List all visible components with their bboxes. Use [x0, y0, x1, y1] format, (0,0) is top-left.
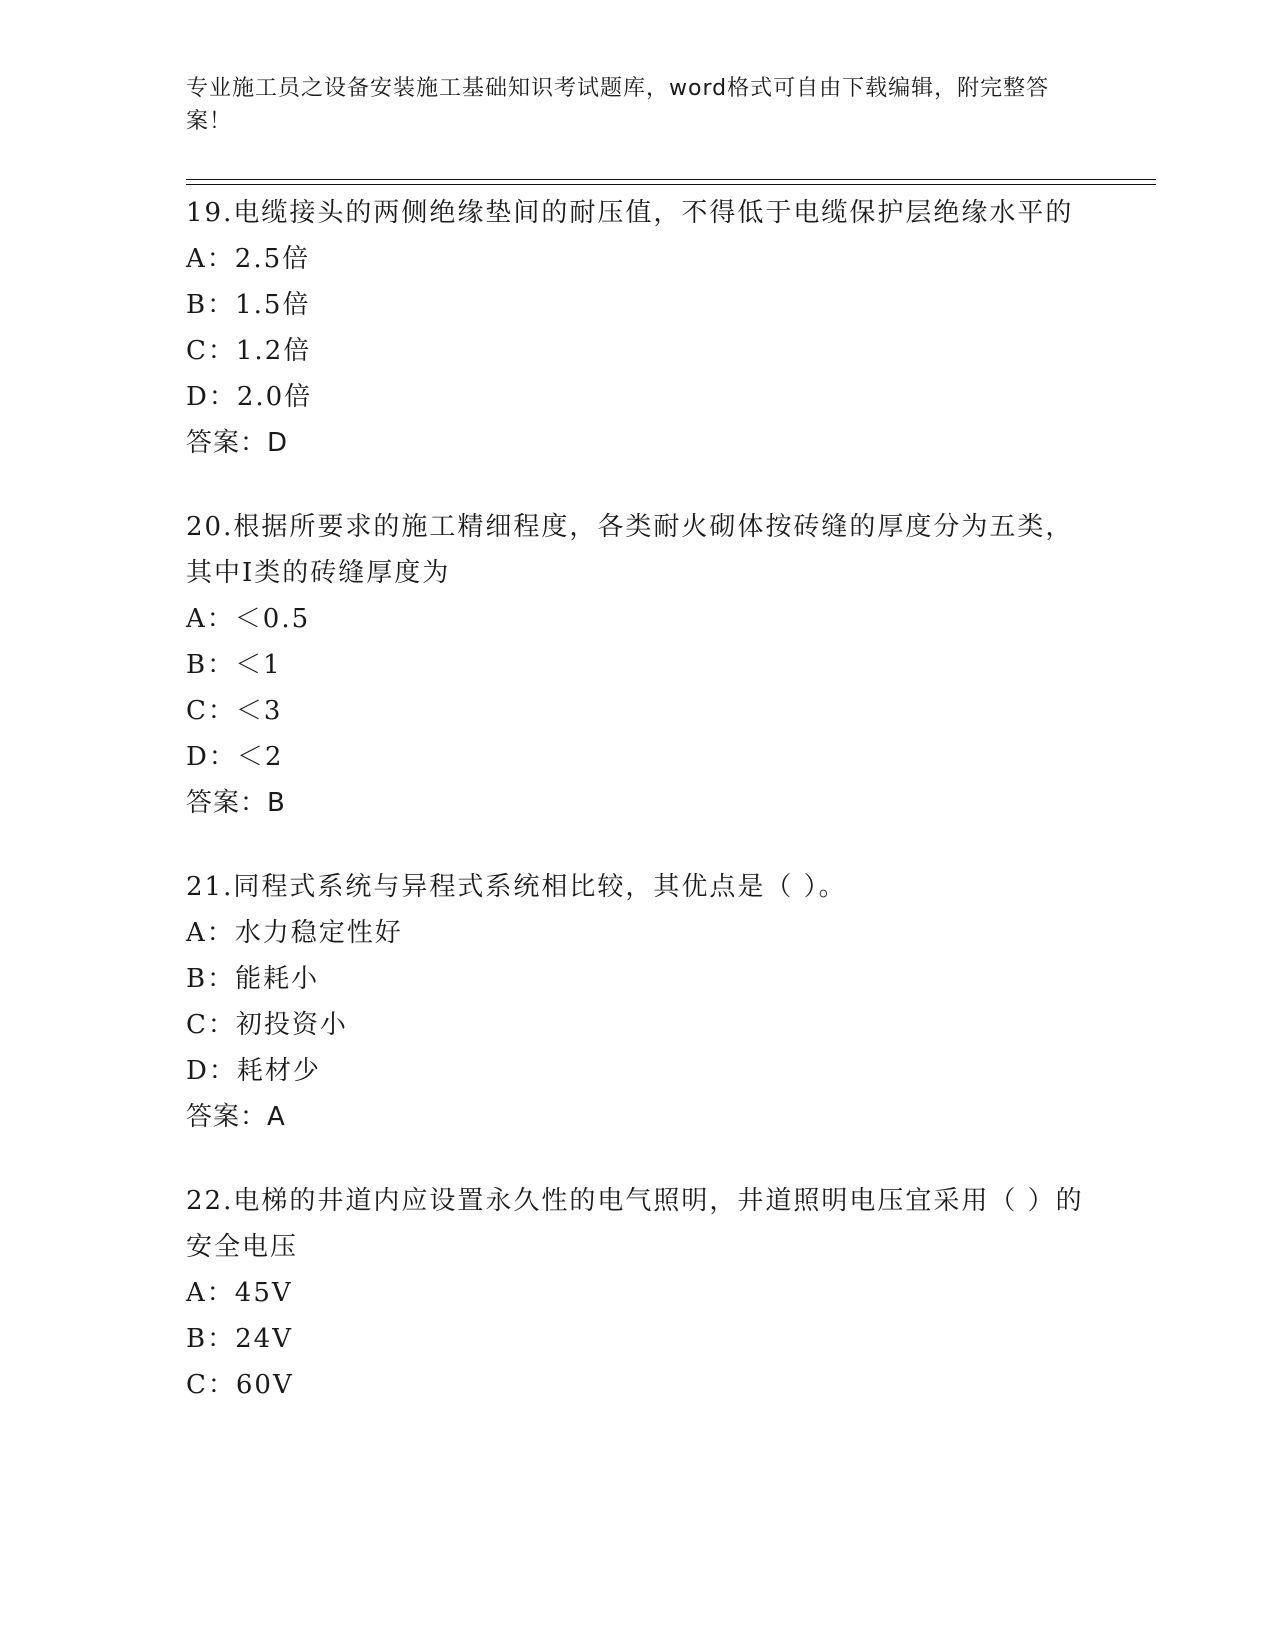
option-d: D：＜2: [186, 742, 284, 772]
question-list: [186, 190, 1086, 1446]
option-c: C：1.2倍: [186, 336, 312, 366]
option-c: C：初投资小: [186, 1010, 348, 1040]
question-text: 20.根据所要求的施工精细程度，各类耐火砌体按砖缝的厚度分为五类，其中I类的砖缝厚度为: [186, 512, 1074, 588]
question-19: [186, 190, 1086, 466]
answer-line: 答案：D: [186, 428, 289, 458]
question-21: [186, 864, 1086, 1140]
question-text: 21.同程式系统与异程式系统相比较，其优点是（ ）。: [186, 872, 847, 902]
header-divider-top: [186, 179, 1156, 180]
option-a: A：45V: [186, 1278, 293, 1308]
document-header: 专业施工员之设备安装施工基础知识考试题库，word格式可自由下载编辑，附完整答案！: [186, 76, 1050, 134]
option-a: A：＜0.5: [186, 604, 311, 634]
question-20: [186, 504, 1086, 826]
option-b: B：能耗小: [186, 964, 320, 994]
question-22: [186, 1178, 1086, 1408]
option-b: B：24V: [186, 1324, 293, 1354]
answer-line: 答案：B: [186, 788, 286, 818]
option-b: B：1.5倍: [186, 290, 311, 320]
answer-line: 答案：A: [186, 1102, 286, 1132]
option-d: D：耗材少: [186, 1056, 321, 1086]
question-text: 22.电梯的井道内应设置永久性的电气照明，井道照明电压宜采用（ ）的安全电压: [186, 1186, 1084, 1262]
question-text: 19.电缆接头的两侧绝缘垫间的耐压值，不得低于电缆保护层绝缘水平的: [186, 198, 1074, 228]
header-divider-bottom: [186, 184, 1156, 185]
option-b: B：＜1: [186, 650, 282, 680]
option-c: C：60V: [186, 1370, 294, 1400]
option-a: A：水力稳定性好: [186, 918, 403, 948]
document-page: [186, 0, 1156, 1650]
option-c: C：＜3: [186, 696, 283, 726]
option-d: D：2.0倍: [186, 382, 313, 412]
option-a: A：2.5倍: [186, 244, 311, 274]
